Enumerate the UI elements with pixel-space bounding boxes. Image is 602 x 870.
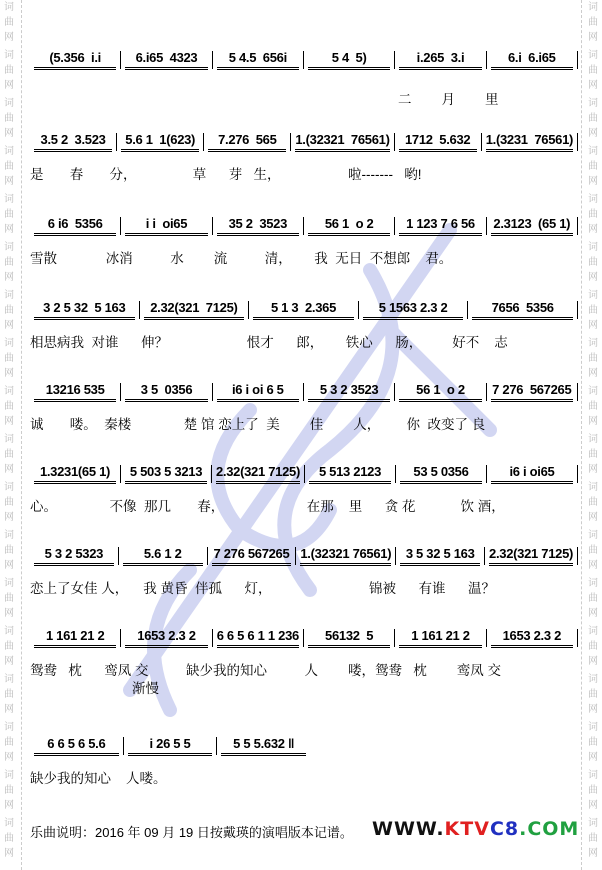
barline <box>123 737 124 755</box>
measure: 5 1563 2.3 2 <box>363 300 464 320</box>
margin-divider-left <box>21 0 22 870</box>
measure: 5 3 2 3523 <box>308 382 390 402</box>
barline <box>139 301 140 319</box>
barline <box>577 217 578 235</box>
lyric-line: 相思病我 对谁 伸？ 恨才 郎， 铁心 肠， 好不 志 <box>30 335 508 350</box>
barline <box>120 629 121 647</box>
measure: 2.32(321 7125) <box>216 464 300 484</box>
score-line <box>30 464 578 516</box>
barline <box>248 301 249 319</box>
barline <box>290 133 291 151</box>
measure: 1 161 21 2 <box>34 628 116 648</box>
measure: 1.(32321 76561) <box>295 132 389 152</box>
watermark-text: 词 曲 网 <box>588 482 598 523</box>
measure: 5.6 1 2 <box>123 546 203 566</box>
score-line <box>30 92 578 184</box>
watermark-text: 词 曲 网 <box>588 146 598 187</box>
watermark-text: 词 曲 网 <box>588 242 598 283</box>
score-line <box>30 736 578 788</box>
measure: 1653 2.3 2 <box>125 628 207 648</box>
site-logo[interactable] <box>372 818 579 840</box>
logo-prefix: WWW. <box>372 818 445 840</box>
barline <box>116 133 117 151</box>
barline <box>577 133 578 151</box>
measure: (5.356 i.i <box>34 50 116 70</box>
notation-line <box>30 300 578 320</box>
lyric-line: 缺少我的知心 人喽。 <box>30 771 167 786</box>
measure: 53 5 0356 <box>400 464 482 484</box>
measure: 1 123 7 6 56 <box>399 216 481 236</box>
lyric-line: 心。 不像 那几 春， 在那 里 贪 花 饮 酒， <box>30 499 505 514</box>
measure: i6 i oi 6 5 <box>217 382 299 402</box>
score-line <box>30 300 578 352</box>
measure: 6.i 6.i65 <box>491 50 573 70</box>
lyric-line: 是 春 分， 草 芽 生， 啦------- 哟! <box>30 167 422 182</box>
measure: 2.32(321 7125) <box>489 546 573 566</box>
watermark-text: 词 曲 网 <box>4 194 14 235</box>
measure: 56 1 o 2 <box>399 382 481 402</box>
measure: 56 1 o 2 <box>308 216 390 236</box>
measure: 3 5 0356 <box>125 382 207 402</box>
notation-line <box>30 736 310 756</box>
measure: 35 2 3523 <box>217 216 299 236</box>
barline <box>484 547 485 565</box>
barline <box>395 465 396 483</box>
lyric-line-above: 二 月 里 <box>398 92 499 107</box>
notation-line <box>30 464 578 484</box>
barline <box>394 51 395 69</box>
notation-line <box>30 216 578 236</box>
score-line <box>30 628 578 698</box>
barline <box>212 629 213 647</box>
barline <box>120 383 121 401</box>
barline <box>120 217 121 235</box>
watermark-text: 词 曲 网 <box>4 50 14 91</box>
barline <box>394 217 395 235</box>
watermark-text: 词 曲 网 <box>4 818 14 859</box>
notation-line <box>30 382 578 402</box>
watermark-text: 词 曲 网 <box>588 626 598 667</box>
barline <box>120 51 121 69</box>
watermark-text: 词 曲 网 <box>588 194 598 235</box>
measure: 56132 5 <box>308 628 390 648</box>
measure: 1.3231(65 1) <box>34 464 116 484</box>
barline <box>118 547 119 565</box>
watermark-text: 词 曲 网 <box>588 818 598 859</box>
watermark-text: 词 曲 网 <box>4 674 14 715</box>
lyric-line: 鸳鸯 枕 鸾凤 交 缺少我的知心 人 喽，鸳鸯 枕 鸾凤 交 <box>30 663 502 678</box>
measure: 5 3 2 5323 <box>34 546 114 566</box>
barline <box>120 465 121 483</box>
measure: i6 i oi65 <box>491 464 573 484</box>
tempo-marking: 渐慢 <box>132 681 159 696</box>
barline <box>577 629 578 647</box>
score-line <box>30 546 578 598</box>
watermark-text: 词 曲 网 <box>588 386 598 427</box>
watermark-text: 词 曲 网 <box>4 530 14 571</box>
measure: i 26 5 5 <box>128 736 213 756</box>
measure: 13216 535 <box>34 382 116 402</box>
barline <box>486 383 487 401</box>
measure: 1653 2.3 2 <box>491 628 573 648</box>
lyric-line: 雪散 冰消 水 流 清， 我 无日 不想郎 君。 <box>30 251 453 266</box>
barline <box>304 465 305 483</box>
barline <box>467 301 468 319</box>
measure: 5 503 5 3213 <box>125 464 207 484</box>
measure: 6 6 5 6 5.6 <box>34 736 119 756</box>
watermark-text: 词 曲 网 <box>4 386 14 427</box>
watermark-text: 词 曲 网 <box>588 2 598 43</box>
music-note-description: 乐曲说明：2016 年 09 月 19 日按戴瑛的演唱版本记谱。 <box>30 825 353 840</box>
side-watermark-left <box>2 0 16 870</box>
barline <box>203 133 204 151</box>
measure: 5 4.5 656i <box>217 50 299 70</box>
barline <box>212 217 213 235</box>
barline <box>303 383 304 401</box>
measure: 1.(32321 76561) <box>300 546 391 566</box>
measure: 5 1 3 2.365 <box>253 300 354 320</box>
barline <box>395 547 396 565</box>
watermark-text: 词 曲 网 <box>588 530 598 571</box>
measure: 2.32(321 7125) <box>144 300 245 320</box>
measure: 6 i6 5356 <box>34 216 116 236</box>
notation-line <box>30 546 578 566</box>
measure: 7 276 567265 <box>491 382 573 402</box>
barline <box>486 217 487 235</box>
watermark-text: 词 曲 网 <box>4 722 14 763</box>
logo-com: .COM <box>519 818 580 840</box>
watermark-text: 词 曲 网 <box>588 434 598 475</box>
watermark-text: 词 曲 网 <box>588 98 598 139</box>
measure: 3 2 5 32 5 163 <box>34 300 135 320</box>
measure: i i oi65 <box>125 216 207 236</box>
watermark-text: 词 曲 网 <box>588 338 598 379</box>
measure: 6 6 5 6 1 1 236 <box>217 628 299 648</box>
measure: 3.5 2 3.523 <box>34 132 112 152</box>
barline <box>211 465 212 483</box>
watermark-text: 词 曲 网 <box>4 338 14 379</box>
measure: 7 276 567265 <box>212 546 292 566</box>
barline <box>481 133 482 151</box>
watermark-text: 词 曲 网 <box>588 674 598 715</box>
measure: i.265 3.i <box>399 50 481 70</box>
barline <box>212 51 213 69</box>
measure: 2.3123 (65 1) <box>491 216 573 236</box>
score-line <box>30 216 578 268</box>
barline <box>207 547 208 565</box>
measure: 6.i65 4323 <box>125 50 207 70</box>
barline <box>303 217 304 235</box>
watermark-text: 词 曲 网 <box>588 290 598 331</box>
lyric-line: 诚 喽。 秦楼 楚 馆 恋上了 美 佳 人， 你 改变了 良 <box>30 417 486 432</box>
watermark-text: 词 曲 网 <box>4 290 14 331</box>
margin-divider-right <box>581 0 582 870</box>
barline <box>216 737 217 755</box>
measure: 1712 5.632 <box>399 132 477 152</box>
watermark-text: 词 曲 网 <box>4 146 14 187</box>
measure: 5 4 5) <box>308 50 390 70</box>
score-line <box>30 382 578 434</box>
barline <box>394 133 395 151</box>
watermark-text: 词 曲 网 <box>4 482 14 523</box>
barline <box>358 301 359 319</box>
barline <box>577 301 578 319</box>
logo-ktv: KTV <box>444 818 490 840</box>
measure: 1.(3231 76561) <box>486 132 573 152</box>
measure: 7.276 565 <box>208 132 286 152</box>
side-watermark-right <box>586 0 600 870</box>
notation-line <box>30 132 578 152</box>
lyric-line: 恋上了女佳 人， 我 黄昏 伴孤 灯， 锦被 有谁 温？ <box>30 581 496 596</box>
notation-line <box>30 50 578 70</box>
barline <box>394 383 395 401</box>
barline <box>486 51 487 69</box>
notation-line <box>30 628 578 648</box>
barline <box>486 629 487 647</box>
measure: 5.6 1 1(623) <box>121 132 199 152</box>
watermark-text: 词 曲 网 <box>588 50 598 91</box>
barline <box>486 465 487 483</box>
measure: 1 161 21 2 <box>399 628 481 648</box>
measure: 7656 5356 <box>472 300 573 320</box>
barline <box>295 547 296 565</box>
barline <box>577 465 578 483</box>
measure: 5 513 2123 <box>309 464 391 484</box>
watermark-text: 词 曲 网 <box>4 434 14 475</box>
barline <box>577 547 578 565</box>
barline <box>303 629 304 647</box>
barline <box>577 383 578 401</box>
watermark-text: 词 曲 网 <box>4 242 14 283</box>
watermark-text: 词 曲 网 <box>588 722 598 763</box>
barline <box>394 629 395 647</box>
watermark-text: 词 曲 网 <box>4 98 14 139</box>
logo-c8: C8 <box>489 818 520 840</box>
watermark-text: 词 曲 网 <box>4 626 14 667</box>
barline <box>303 51 304 69</box>
watermark-text: 词 曲 网 <box>4 770 14 811</box>
watermark-text: 词 曲 网 <box>588 578 598 619</box>
watermark-text: 词 曲 网 <box>4 2 14 43</box>
watermark-text: 词 曲 网 <box>4 578 14 619</box>
measure: 3 5 32 5 163 <box>400 546 480 566</box>
barline <box>577 51 578 69</box>
barline <box>212 383 213 401</box>
measure: 5 5 5.632 ‖ <box>221 736 306 756</box>
watermark-text: 词 曲 网 <box>588 770 598 811</box>
